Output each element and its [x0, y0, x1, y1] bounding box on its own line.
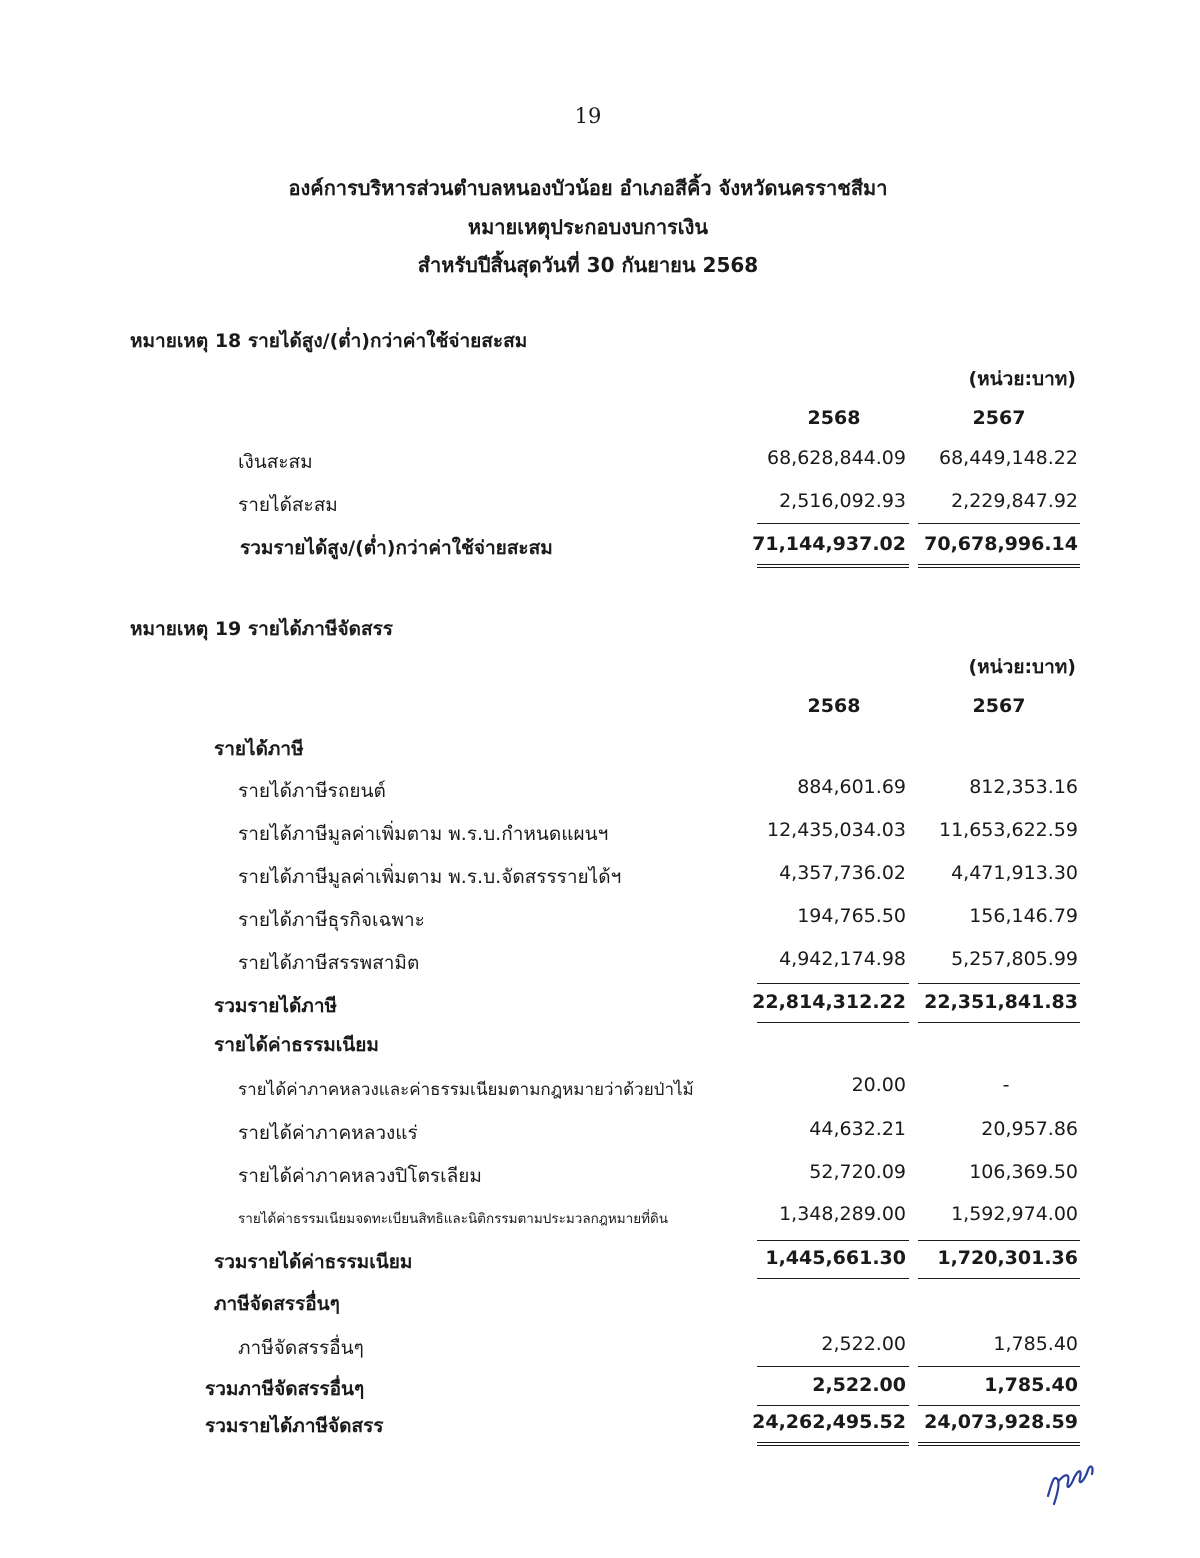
note18-year-2567-header: 2567 — [972, 407, 1026, 429]
row-label: รายได้ภาษีมูลค่าเพิ่มตาม พ.ร.บ.จัดสรรรายได้ฯ — [238, 866, 622, 888]
note19-unit: (หน่วย:บาท) — [968, 656, 1076, 678]
total-label: รวมรายได้ค่าธรรมเนียม — [214, 1251, 413, 1273]
row-label: ภาษีจัดสรรอื่นๆ — [238, 1337, 364, 1359]
table-row — [0, 1118, 1200, 1148]
row-label: เงินสะสม — [238, 451, 313, 473]
period-subtitle: สำหรับปีสิ้นสุดวันที่ 30 กันยายน 2568 — [417, 253, 759, 277]
total-2568: 71,144,937.02 — [752, 533, 906, 555]
total-2568: 2,522.00 — [812, 1374, 906, 1396]
table-row — [0, 1203, 1200, 1233]
table-row — [0, 819, 1200, 849]
section-heading — [0, 734, 1200, 764]
grand-total-label: รวมรายได้ภาษีจัดสรร — [205, 1415, 384, 1437]
total-row — [0, 1374, 1200, 1404]
subtotal-rule — [757, 1240, 909, 1241]
amount-2567: 68,449,148.22 — [938, 447, 1078, 469]
note18-unit: (หน่วย:บาท) — [968, 368, 1076, 390]
section-heading — [0, 1030, 1200, 1060]
amount-2567: 11,653,622.59 — [938, 819, 1078, 841]
document-title: หมายเหตุประกอบงบการเงิน — [467, 215, 709, 239]
amount-2567: 2,229,847.92 — [951, 490, 1078, 512]
total-rule — [918, 1022, 1080, 1023]
other-allocated-heading: ภาษีจัดสรรอื่นๆ — [214, 1293, 340, 1315]
total-row — [0, 1247, 1200, 1277]
row-label: รายได้ภาษีรถยนต์ — [238, 780, 386, 802]
amount-2568: 20.00 — [851, 1074, 906, 1096]
row-label: รายได้ค่าธรรมเนียมจดทะเบียนสิทธิและนิติกรรมตามประมวลกฎหมายที่ดิน — [238, 1211, 669, 1227]
note19-year-2567-header: 2567 — [972, 695, 1026, 717]
signature-icon — [1040, 1452, 1100, 1512]
row-label: รายได้ภาษีสรรพสามิต — [238, 952, 420, 974]
fee-income-heading: รายได้ค่าธรรมเนียม — [214, 1034, 379, 1056]
note18-year-2568-header: 2568 — [807, 407, 861, 429]
section-heading — [0, 1289, 1200, 1319]
total-double-rule — [757, 564, 909, 568]
note19-title: หมายเหตุ 19 รายได้ภาษีจัดสรร — [130, 618, 393, 640]
total-rule — [757, 1405, 909, 1406]
amount-2568: 4,357,736.02 — [779, 862, 906, 884]
subtotal-rule — [757, 1366, 909, 1367]
row-label: รายได้ภาษีมูลค่าเพิ่มตาม พ.ร.บ.กำหนดแผนฯ — [238, 823, 609, 845]
total-label: รวมรายได้ภาษี — [214, 995, 338, 1017]
grand-total-double-rule — [918, 1442, 1080, 1446]
amount-2568: 1,348,289.00 — [779, 1203, 906, 1225]
amount-2567: 4,471,913.30 — [951, 862, 1078, 884]
subtotal-rule — [918, 523, 1080, 524]
amount-2567: 106,369.50 — [969, 1161, 1078, 1183]
total-2567: 1,785.40 — [984, 1374, 1078, 1396]
amount-2567: 156,146.79 — [969, 905, 1078, 927]
amount-2567: 1,592,974.00 — [951, 1203, 1078, 1225]
total-label: รวมรายได้สูง/(ต่ำ)กว่าค่าใช้จ่ายสะสม — [240, 537, 553, 559]
note18-title: หมายเหตุ 18 รายได้สูง/(ต่ำ)กว่าค่าใช้จ่ายสะสม — [130, 330, 528, 352]
total-2567: 1,720,301.36 — [937, 1247, 1078, 1269]
grand-total-row — [0, 1411, 1200, 1441]
amount-2567: 20,957.86 — [981, 1118, 1078, 1140]
row-label: รายได้ภาษีธุรกิจเฉพาะ — [238, 909, 425, 931]
grand-total-double-rule — [757, 1442, 909, 1446]
total-rule — [757, 1278, 909, 1279]
subtotal-rule — [757, 983, 909, 984]
page-number: 19 — [574, 104, 602, 128]
table-row — [0, 1074, 1200, 1104]
amount-2568: 2,516,092.93 — [779, 490, 906, 512]
total-row — [0, 991, 1200, 1021]
table-row — [0, 905, 1200, 935]
total-row — [0, 533, 1200, 563]
note19-year-2568-header: 2568 — [807, 695, 861, 717]
organization-name: องค์การบริหารส่วนตำบลหนองบัวน้อย อำเภอสีคิ้ว จังหวัดนครราชสีมา — [288, 176, 888, 200]
total-2567: 22,351,841.83 — [924, 991, 1078, 1013]
grand-total-2567: 24,073,928.59 — [924, 1411, 1078, 1433]
amount-2568: 2,522.00 — [821, 1333, 906, 1355]
total-2567: 70,678,996.14 — [924, 533, 1078, 555]
row-label: รายได้ค่าภาคหลวงและค่าธรรมเนียมตามกฎหมายว่าด้วยป่าไม้ — [238, 1080, 694, 1100]
amount-2568: 68,628,844.09 — [766, 447, 906, 469]
row-label: รายได้ค่าภาคหลวงปิโตรเลียม — [238, 1165, 482, 1187]
amount-2567: 5,257,805.99 — [951, 948, 1078, 970]
table-row — [0, 490, 1200, 520]
table-row — [0, 1161, 1200, 1191]
table-row — [0, 1333, 1200, 1363]
amount-2567: - — [1002, 1074, 1010, 1096]
amount-2568: 12,435,034.03 — [766, 819, 906, 841]
total-2568: 22,814,312.22 — [752, 991, 906, 1013]
row-label: รายได้สะสม — [238, 494, 338, 516]
amount-2568: 884,601.69 — [797, 776, 906, 798]
amount-2568: 44,632.21 — [809, 1118, 906, 1140]
table-row — [0, 776, 1200, 806]
table-row — [0, 948, 1200, 978]
amount-2567: 812,353.16 — [969, 776, 1078, 798]
total-label: รวมภาษีจัดสรรอื่นๆ — [205, 1378, 365, 1400]
table-row — [0, 862, 1200, 892]
total-double-rule — [918, 564, 1080, 568]
total-rule — [918, 1405, 1080, 1406]
subtotal-rule — [757, 523, 909, 524]
table-row — [0, 447, 1200, 477]
amount-2567: 1,785.40 — [993, 1333, 1078, 1355]
total-2568: 1,445,661.30 — [765, 1247, 906, 1269]
subtotal-rule — [918, 1366, 1080, 1367]
tax-income-heading: รายได้ภาษี — [214, 738, 304, 760]
amount-2568: 52,720.09 — [809, 1161, 906, 1183]
grand-total-2568: 24,262,495.52 — [752, 1411, 906, 1433]
subtotal-rule — [918, 1240, 1080, 1241]
subtotal-rule — [918, 983, 1080, 984]
amount-2568: 4,942,174.98 — [779, 948, 906, 970]
amount-2568: 194,765.50 — [797, 905, 906, 927]
row-label: รายได้ค่าภาคหลวงแร่ — [238, 1122, 418, 1144]
total-rule — [918, 1278, 1080, 1279]
total-rule — [757, 1022, 909, 1023]
